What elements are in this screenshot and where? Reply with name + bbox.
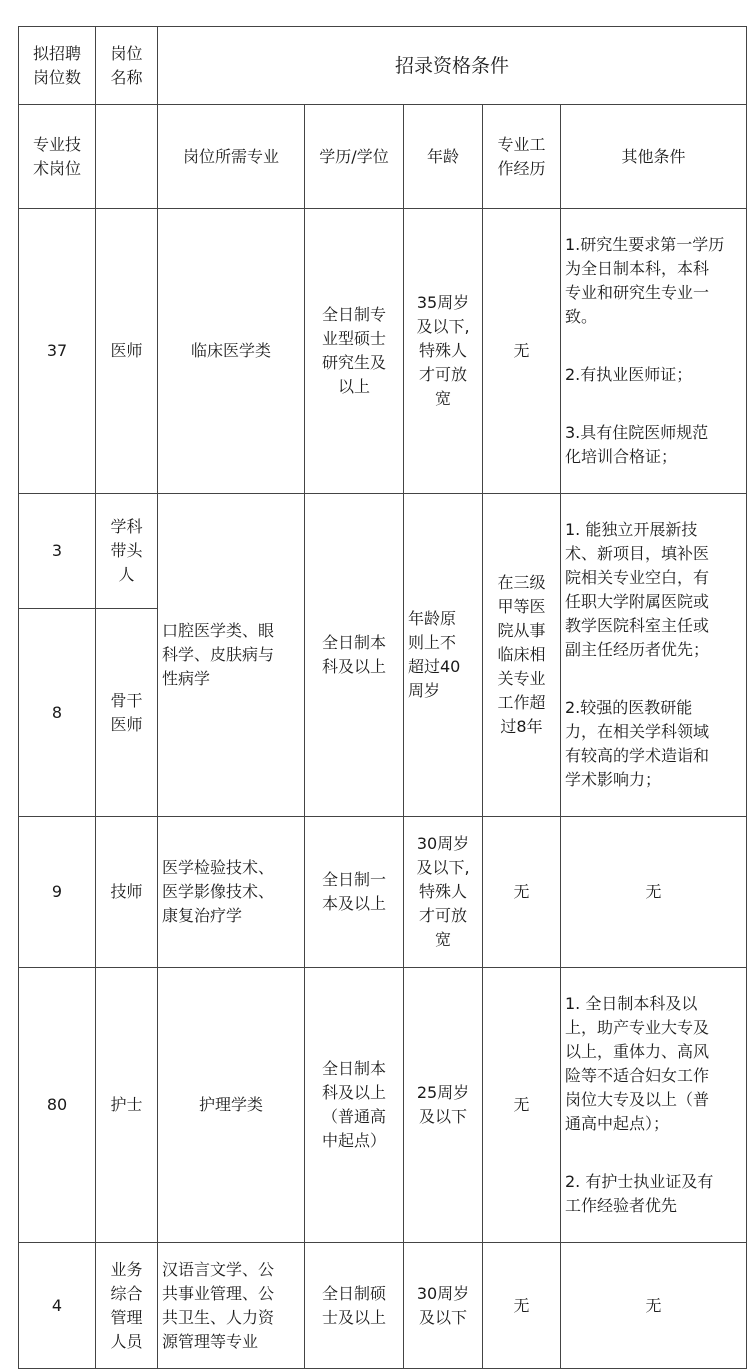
subheader-category: 专业技 术岗位 (19, 105, 96, 209)
condition-item: 2.较强的医教研能 力，在相关学科领域 有较高的学术造诣和 学术影响力； (565, 698, 710, 789)
header-row (19, 27, 747, 105)
position-name: 医师 (96, 209, 158, 494)
subheader-other: 其他条件 (561, 105, 747, 209)
position-major: 临床医学类 (158, 209, 305, 494)
header-count-label: 拟招聘 岗位数 (19, 27, 96, 105)
subheader-name (96, 105, 158, 209)
position-major: 口腔医学类、眼 科学、皮肤病与 性病学 (158, 494, 305, 817)
position-education: 全日制本 科及以上 （普通高 中起点） (305, 968, 404, 1243)
subheader-education: 学历/学位 (305, 105, 404, 209)
position-age: 30周岁 及以下, 特殊人 才可放 宽 (404, 817, 483, 968)
table-row (19, 494, 747, 609)
condition-item: 1.研究生要求第一学历 为全日制本科，本科 专业和研究生专业一 致。 (565, 235, 725, 326)
position-experience: 无 (483, 817, 561, 968)
position-experience: 无 (483, 209, 561, 494)
position-major: 医学检验技术、 医学影像技术、 康复治疗学 (158, 817, 305, 968)
position-other (561, 209, 747, 494)
position-experience: 无 (483, 968, 561, 1243)
position-name: 技师 (96, 817, 158, 968)
table-row (19, 1243, 747, 1369)
position-count: 37 (19, 209, 96, 494)
position-name: 护士 (96, 968, 158, 1243)
position-experience: 无 (483, 1243, 561, 1369)
position-major: 汉语言文学、公 共事业管理、公 共卫生、人力资 源管理等专业 (158, 1243, 305, 1369)
position-count: 3 (19, 494, 96, 609)
position-count: 80 (19, 968, 96, 1243)
subheader-row (19, 105, 747, 209)
header-name-label: 岗位 名称 (96, 27, 158, 105)
position-education: 全日制一 本及以上 (305, 817, 404, 968)
position-experience: 在三级 甲等医 院从事 临床相 关专业 工作超 过8年 (483, 494, 561, 817)
position-age: 年龄原 则上不 超过40 周岁 (404, 494, 483, 817)
position-education: 全日制本 科及以上 (305, 494, 404, 817)
position-age: 35周岁 及以下, 特殊人 才可放 宽 (404, 209, 483, 494)
position-other: 无 (561, 817, 747, 968)
table-row (19, 968, 747, 1243)
position-count: 8 (19, 609, 96, 817)
subheader-age: 年龄 (404, 105, 483, 209)
recruitment-table (18, 26, 747, 1369)
position-count: 9 (19, 817, 96, 968)
position-name: 业务 综合 管理 人员 (96, 1243, 158, 1369)
condition-item: 3.具有住院医师规范 化培训合格证； (565, 423, 709, 466)
condition-item: 1. 能独立开展新技 术、新项目，填补医 院相关专业空白，有 任职大学附属医院或 教学医院科室主任或 副主任经历者优先； (565, 520, 710, 659)
subheader-major: 岗位所需专业 (158, 105, 305, 209)
recruitment-table-container (18, 26, 747, 1369)
condition-item: 2. 有护士执业证及有 工作经验者优先 (565, 1172, 714, 1215)
subheader-experience: 专业工 作经历 (483, 105, 561, 209)
header-conditions-title: 招录资格条件 (158, 27, 747, 105)
position-name: 骨干 医师 (96, 609, 158, 817)
condition-item: 1. 全日制本科及以 上，助产专业大专及 以上，重体力、高风 险等不适合妇女工作 岗位大专及以上（普 通高中起点）； (565, 994, 710, 1133)
position-major: 护理学类 (158, 968, 305, 1243)
position-name: 学科 带头 人 (96, 494, 158, 609)
position-count: 4 (19, 1243, 96, 1369)
table-row (19, 817, 747, 968)
position-age: 25周岁 及以下 (404, 968, 483, 1243)
position-other: 无 (561, 1243, 747, 1369)
table-row (19, 209, 747, 494)
position-age: 30周岁 及以下 (404, 1243, 483, 1369)
position-education: 全日制专 业型硕士 研究生及 以上 (305, 209, 404, 494)
position-other (561, 494, 747, 817)
condition-item: 2.有执业医师证； (565, 365, 693, 384)
position-education: 全日制硕 士及以上 (305, 1243, 404, 1369)
position-other (561, 968, 747, 1243)
